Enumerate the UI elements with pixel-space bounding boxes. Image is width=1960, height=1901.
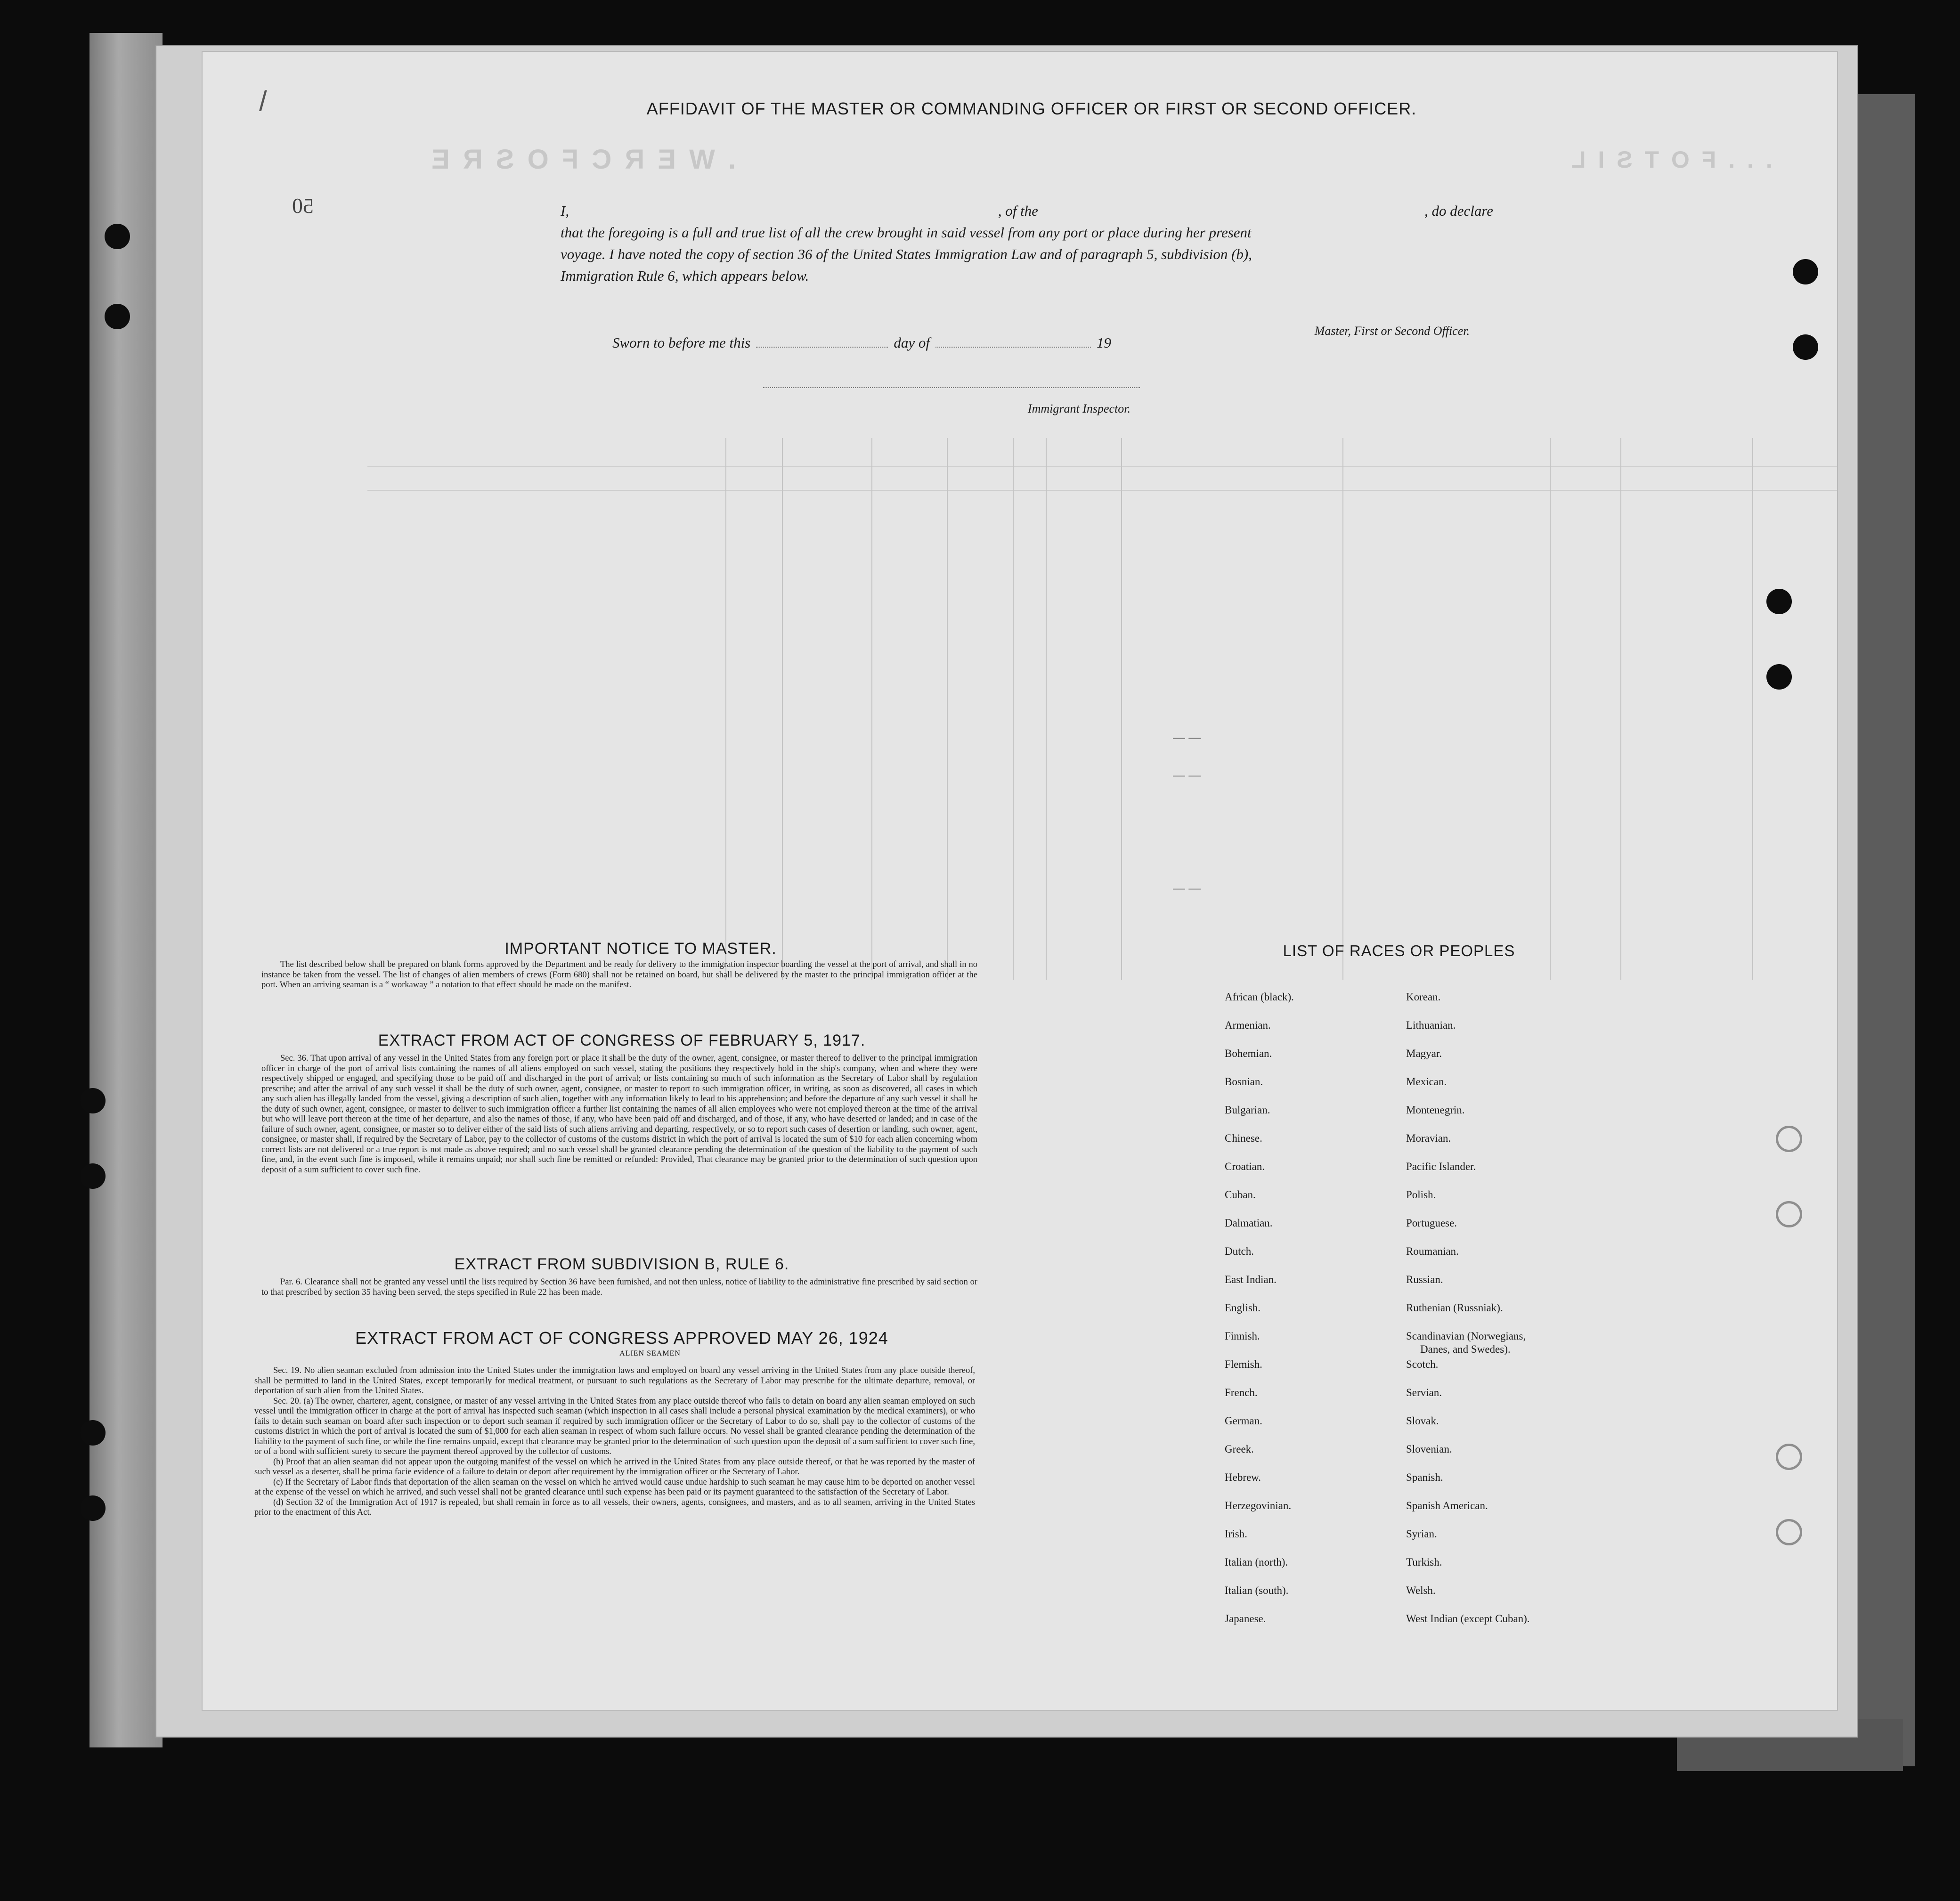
affidavit-line: voyage. I have noted the copy of section 36 of the United States Immigration Law and of paragraph 5, subdivision (b), [561,246,1252,262]
race-item: Flemish. [1225,1358,1262,1370]
binder-hole [80,1495,106,1521]
race-item: Japanese. [1225,1613,1266,1625]
extract-rule6-paragraph: Par. 6. Clearance shall not be granted any vessel until the lists required by Section 36 have been furnished, and not then unless, notice of liability to the administrative fine prescribed by said section or to that prescribed by section 35 having been served, the steps specified in Rule 22 has been made. [261,1277,977,1297]
extract-1917-title: EXTRACT FROM ACT OF CONGRESS OF FEBRUARY 5, 1917. [378,1032,866,1049]
race-item: German. [1225,1415,1262,1427]
race-item: Italian (north). [1225,1556,1288,1568]
races-column-1 [1225,991,1385,1641]
handwritten-mark: / [259,85,267,117]
race-item: Polish. [1406,1189,1436,1201]
race-item: Slovenian. [1406,1443,1452,1455]
extract-1924-subtitle: ALIEN SEAMEN [619,1349,681,1357]
sworn-day-blank [756,336,888,348]
extract-rule6-body [261,1277,977,1298]
extract-1917-paragraph: Sec. 36. That upon arrival of any vessel in the United States from any foreign port or place it shall be the duty of the owner, agent, consignee, or master thereof to deliver to the principal immigration officer in charge of the port of arrival lists containing the names of all aliens employed on such vessel, stating the positions they respectively hold in the ship's company, when and where they were respectively shipped or engaged, and specifying those to be paid off and discharged in the port of arrival; or lists containing so much of such information as the Secretary of Labor shall by regulation prescribe; and after the arrival of any such vessel it shall be the duty of such owner, agent, consignee, or master to report to such immigration officer, in writing, as soon as discovered, all cases in which any such alien has illegally landed from the vessel, giving a description of such alien, together with any information likely to lead to his apprehension; and before the departure of any such vessel it shall be the duty of such owner, agent, consignee, or master to deliver to such immigration officer a further list containing the names of all alien employees who were not employed thereon at the time of the arrival but who will leave port thereon at the time of her departure, and also the names of those, if any, who have been paid off and discharged, and of those, if any, who have deserted or landed; and in case of the failure of such owner, agent, consignee, or master so to deliver either of the said lists of such aliens arriving and departing, respectively, or so to report such cases of desertion or landing, such owner, agent, consignee, or master shall, if required by the Secretary of Labor, pay to the collector of customs of the customs district in which the port of arrival is located the sum of $10 for each alien concerning whom correct lists are not delivered or a true report is not made as above required; and no such vessel shall be granted clearance pending the determination of the question of the liability to the payment of such fine, and, in the event such fine is imposed, while it remains unpaid; nor shall such fine be remitted or refunded: Provided, That clearance may be granted prior to the determination of such question upon deposit of a sum sufficient to cover such fine. [261,1054,977,1175]
race-item: Herzegovinian. [1225,1500,1292,1511]
affidavit-vessel-label: , of the [998,203,1038,219]
race-item: Russian. [1406,1274,1443,1285]
extract-1924-sec20a: Sec. 20. (a) The owner, charterer, agent, consignee, or master of any vessel arriving in the United States from any place outside thereof who fails to detain on board any alien seaman employed on such vessel until the immigration officer in charge at the port of arrival has inspected such seaman (which inspection in all cases shall include a personal physical examination by the medical examiners), or who fails to detain such seaman on board after such inspection or to deport such seaman if required by such immigration officer or the Secretary of Labor to do so, shall pay to the collector of customs of the customs district in which the port of arrival is located the sum of $1,000 for each alien seaman in respect of whom such failure occurs. No vessel shall be granted clearance pending the determination of the liability to the payment of such fine, or while the fine remains unpaid, except that clearance may be granted prior to the determination of such question upon the deposit of a sum sufficient to cover such fine, or of a bond with sufficient surety to secure the payment thereof approved by the collector of customs. [254,1396,975,1456]
race-item: Mexican. [1406,1076,1447,1088]
race-item: Syrian. [1406,1528,1437,1540]
race-item-line: Scandinavian (Norwegians, [1406,1330,1526,1342]
race-item: French. [1225,1387,1258,1398]
binder-hole [80,1163,106,1189]
sworn-line [612,334,1178,351]
master-signature-caption: Master, First or Second Officer. [1314,324,1470,338]
binder-hole [105,224,130,249]
race-item: Irish. [1225,1528,1247,1540]
extract-1917-body [261,1054,977,1175]
race-item: Bulgarian. [1225,1104,1270,1116]
notice-body [261,960,977,991]
race-item: East Indian. [1225,1274,1277,1285]
race-item: Pacific Islander. [1406,1161,1476,1172]
inspector-signature-line [763,387,1140,388]
race-item: Spanish American. [1406,1500,1488,1511]
page-number: 50 [292,194,314,218]
notice-title: IMPORTANT NOTICE TO MASTER. [504,940,777,958]
bleed-mark: — — [1173,881,1201,895]
sworn-month-blank [935,336,1091,348]
affidavit-title: AFFIDAVIT OF THE MASTER OR COMMANDING OFFICER OR FIRST OR SECOND OFFICER. [646,99,1417,118]
race-item: Croatian. [1225,1161,1265,1172]
affidavit-line: that the foregoing is a full and true list of all the crew brought in said vessel from any port or place during her present [561,224,1252,241]
races-column-2 [1406,991,1604,1641]
binder-hole [1766,664,1792,690]
race-item: Welsh. [1406,1584,1436,1596]
bleed-through-header: . . . F O T S I L [1569,146,1773,173]
extract-1924-sec20c: (c) If the Secretary of Labor finds that deportation of the alien seaman on the vessel on which he arrived would cause undue hardship to such seaman he may cause him to be deported on another vessel at the expense of the vessel on which he arrived, and such vessel shall not be granted clearance until such expense has been paid or its payment guaranteed to the satisfaction of the Secretary of Labor. [254,1477,975,1497]
race-item: West Indian (except Cuban). [1406,1613,1530,1625]
extract-1924-title: EXTRACT FROM ACT OF CONGRESS APPROVED MAY 26, 1924 [355,1328,888,1348]
sworn-day-label: day of [894,334,930,351]
race-item: Bohemian. [1225,1048,1272,1059]
bleed-mark: — — [1173,768,1201,782]
race-item: African (black). [1225,991,1294,1003]
extract-1924-sec20b: (b) Proof that an alien seaman did not appear upon the outgoing manifest of the vessel on which he arrived in the United States from any place outside thereof, or that he was reported by the master of such vessel as a deserter, shall be prima facie evidence of a failure to detain or deport after requirement by the immigration officer or the Secretary of Labor. [254,1457,975,1477]
race-item: Chinese. [1225,1132,1262,1144]
race-item: Slovak. [1406,1415,1439,1427]
race-item: Portuguese. [1406,1217,1457,1229]
binder-hole [80,1420,106,1446]
race-item-line: Danes, and Swedes). [1420,1343,1511,1355]
race-item: Hebrew. [1225,1471,1261,1483]
races-list-title: LIST OF RACES OR PEOPLES [1283,942,1515,959]
race-item: Roumanian. [1406,1245,1459,1257]
binder-hole [80,1088,106,1113]
bleed-through-header: . W E R C F O S R E [429,144,736,175]
binder-hole [1793,259,1818,284]
extract-rule6-title: EXTRACT FROM SUBDIVISION B, RULE 6. [454,1255,789,1273]
race-item: Greek. [1225,1443,1254,1455]
race-item: Finnish. [1225,1330,1260,1342]
affidavit-line: Immigration Rule 6, which appears below. [561,268,809,284]
race-item: Montenegrin. [1406,1104,1465,1116]
affidavit-line [561,200,1493,222]
extract-1924-body [254,1366,975,1518]
bleed-mark: — — [1173,730,1201,744]
race-item: English. [1225,1302,1261,1314]
extract-1924-sec20d: (d) Section 32 of the Immigration Act of 1917 is repealed, but shall remain in force as to all vessels, their owners, agents, consignees, and masters, and as to all seamen, arriving in the United States prior to the enactment of this Act. [254,1497,975,1517]
race-item: Cuban. [1225,1189,1256,1201]
race-item: Scotch. [1406,1358,1439,1370]
notice-paragraph: The list described below shall be prepared on blank forms approved by the Department and be ready for delivery to the immigration inspector boarding the vessel at the port of arrival, and shall in no instance be taken from the vessel. The list of changes of alien members of crews (Form 680) shall not be retained on board, but shall be delivered by the master to the principal immigration officer at the port. When an arriving seaman is a “ workaway ” a notation to that effect should be made on the manifest. [261,960,977,990]
race-item: Dalmatian. [1225,1217,1273,1229]
binder-ring-hole [1776,1201,1802,1227]
binder-spine [89,33,163,1747]
race-item: Ruthenian (Russniak). [1406,1302,1503,1314]
binder-ring-hole [1776,1126,1802,1152]
binder-hole [1793,334,1818,360]
race-item: Spanish. [1406,1471,1443,1483]
binder-ring-hole [1776,1444,1802,1470]
sworn-year-label: 19 [1096,334,1111,351]
race-item: Turkish. [1406,1556,1442,1568]
affidavit-declare-label: , do declare [1424,203,1493,219]
race-item: Magyar. [1406,1048,1442,1059]
race-item: Lithuanian. [1406,1019,1456,1031]
affidavit-declarant-label: I, [561,203,569,219]
affidavit-body [561,200,1493,287]
race-item: Moravian. [1406,1132,1451,1144]
race-item: Dutch. [1225,1245,1254,1257]
sworn-prefix: Sworn to before me this [612,334,751,351]
binder-ring-hole [1776,1519,1802,1545]
extract-1924-sec19: Sec. 19. No alien seaman excluded from admission into the United States under the immigration laws and employed on board any vessel arriving in the United States from any place outside thereof, shall be permitted to land in the United States, except temporarily for medical treatment, or pursuant to such regulations as the Secretary of Labor may prescribe for the ultimate departure, removal, or deportation of such alien from the United States. [254,1366,975,1396]
race-item: Korean. [1406,991,1441,1003]
race-item: Armenian. [1225,1019,1271,1031]
race-item [1406,1330,1604,1358]
inspector-signature-caption: Immigrant Inspector. [1027,402,1130,415]
binder-hole [105,304,130,329]
race-item: Bosnian. [1225,1076,1263,1088]
race-item: Italian (south). [1225,1584,1289,1596]
binder-hole [1766,589,1792,614]
race-item: Servian. [1406,1387,1442,1398]
